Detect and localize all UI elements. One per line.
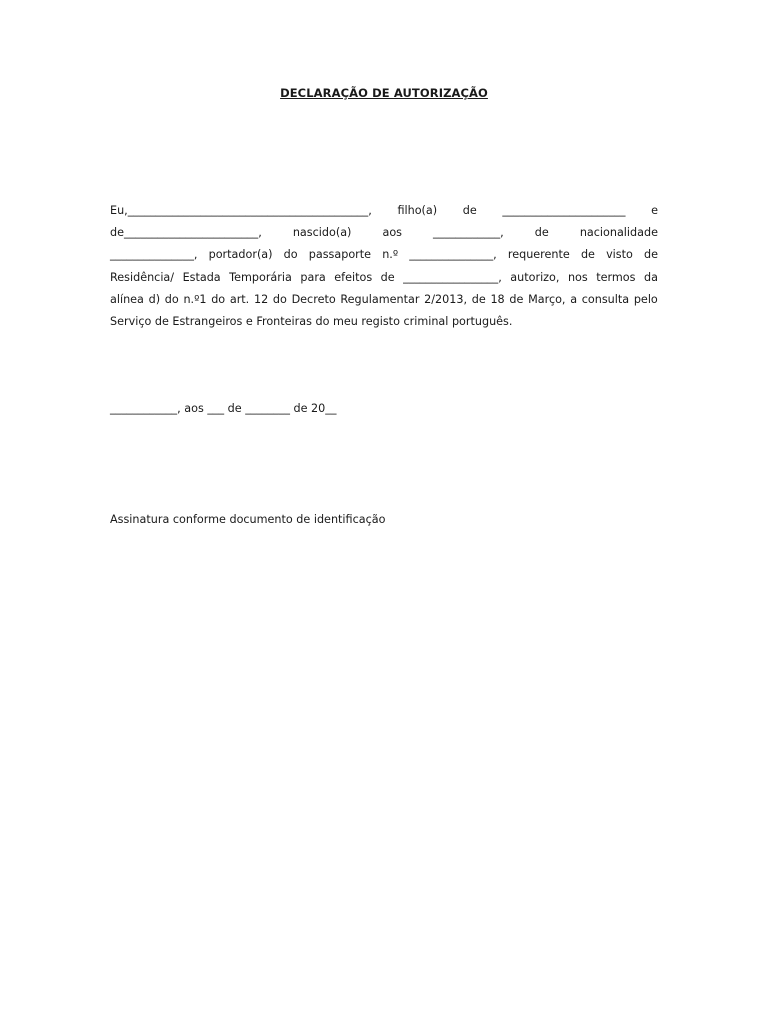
word: portador(a) bbox=[208, 248, 273, 261]
word: Estada bbox=[182, 271, 221, 284]
word: aos bbox=[382, 226, 402, 239]
word: de________________________, bbox=[110, 226, 262, 239]
paragraph-line-1 bbox=[110, 203, 658, 219]
paragraph-line-5 bbox=[110, 292, 658, 308]
word: art. bbox=[229, 293, 250, 306]
word: Eu,___________________________________________, bbox=[110, 204, 372, 217]
word: n.º bbox=[382, 248, 399, 261]
word: consulta bbox=[581, 293, 630, 306]
word: _______________, bbox=[110, 248, 198, 261]
word: para bbox=[300, 271, 326, 284]
word: do bbox=[164, 293, 179, 306]
date-place-line: ____________, aos ___ de ________ de 20__ bbox=[110, 402, 337, 415]
word: d) bbox=[148, 293, 161, 306]
word: da bbox=[643, 271, 658, 284]
word: a bbox=[570, 293, 578, 306]
word: Regulamentar bbox=[340, 293, 420, 306]
word: requerente bbox=[507, 248, 570, 261]
word: de bbox=[644, 248, 658, 261]
word: 2/2013, bbox=[424, 293, 468, 306]
word: filho(a) bbox=[397, 204, 438, 217]
word: e bbox=[651, 204, 658, 217]
word: Decreto bbox=[291, 293, 336, 306]
word: pelo bbox=[633, 293, 658, 306]
paragraph-line-2 bbox=[110, 225, 658, 241]
word: Residência/ bbox=[110, 271, 175, 284]
word: de bbox=[509, 293, 524, 306]
paragraph-line-3 bbox=[110, 247, 658, 263]
word: nascido(a) bbox=[292, 226, 352, 239]
word: _________________, bbox=[403, 271, 502, 284]
word: do bbox=[283, 248, 298, 261]
word: autorizo, bbox=[510, 271, 560, 284]
word: efeitos bbox=[334, 271, 373, 284]
word: nacionalidade bbox=[579, 226, 658, 239]
word: 12 bbox=[253, 293, 269, 306]
word: alínea bbox=[110, 293, 144, 306]
word: nos bbox=[567, 271, 588, 284]
word: _______________, bbox=[409, 248, 497, 261]
paragraph-line-4 bbox=[110, 270, 658, 286]
paragraph-line-6 bbox=[110, 314, 658, 330]
word: visto bbox=[606, 248, 633, 261]
word: n.º1 bbox=[183, 293, 207, 306]
word: de bbox=[471, 293, 486, 306]
word: do bbox=[211, 293, 226, 306]
word: termos bbox=[596, 271, 636, 284]
word: 18 bbox=[490, 293, 505, 306]
word: ______________________ bbox=[502, 204, 626, 217]
word: Serviço de Estrangeiros e Fronteiras do meu registo criminal português. bbox=[110, 315, 513, 328]
word: passaporte bbox=[308, 248, 372, 261]
word: Março, bbox=[528, 293, 566, 306]
word: de bbox=[580, 248, 595, 261]
word: de bbox=[380, 271, 395, 284]
word: de bbox=[462, 204, 477, 217]
document-title: DECLARAÇÃO DE AUTORIZAÇÃO bbox=[280, 86, 488, 100]
word: de bbox=[534, 226, 549, 239]
signature-label: Assinatura conforme documento de identificação bbox=[110, 513, 386, 526]
word: ____________, bbox=[433, 226, 504, 239]
word: Temporária bbox=[229, 271, 292, 284]
word: do bbox=[272, 293, 287, 306]
